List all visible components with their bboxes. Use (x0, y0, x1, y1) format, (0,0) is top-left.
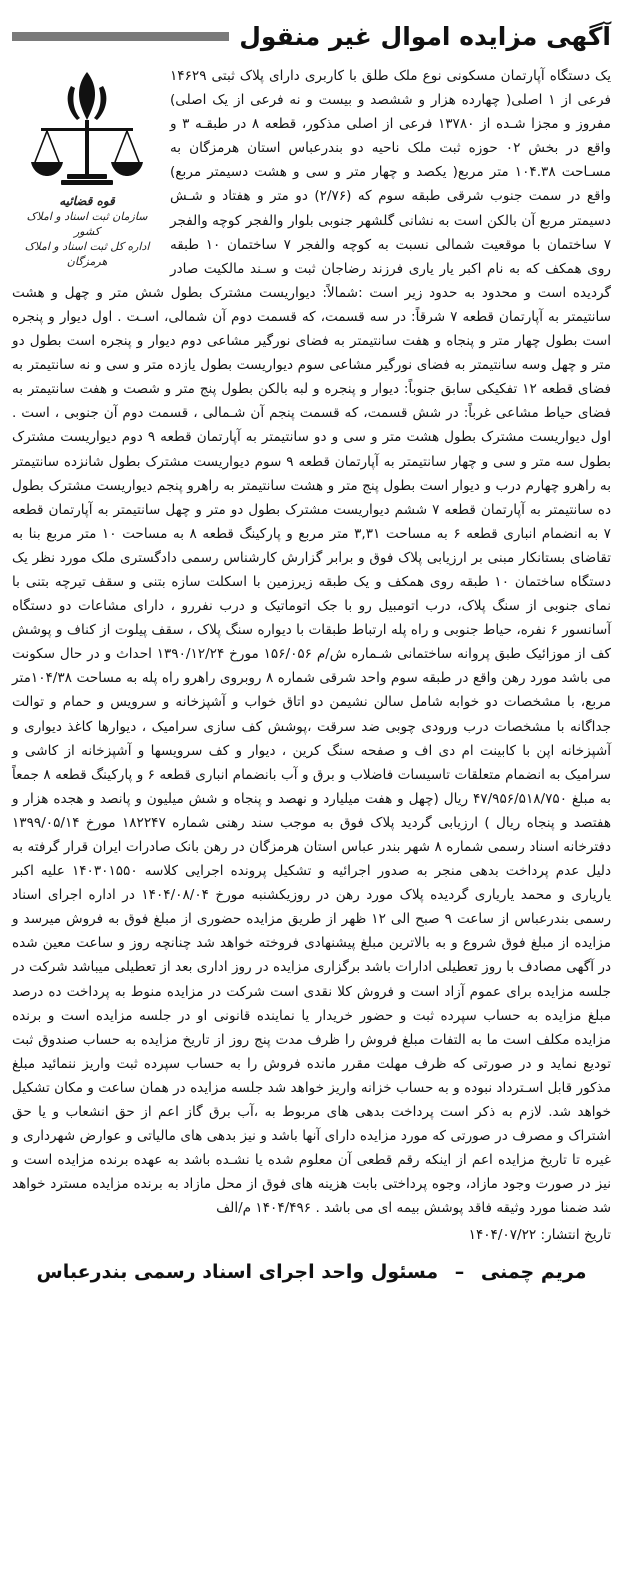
title-divider-bar (12, 32, 229, 41)
judiciary-label: قوه قضائیه (59, 194, 115, 208)
publish-date-value: ۱۴۰۴/۰۷/۲۲ (468, 1226, 537, 1243)
judiciary-emblem (12, 64, 162, 274)
notice-body-text: یک دستگاه آپارتمان مسکونی نوع ملک طلق با کاربری دارای پلاک ثبتی ۱۴۶۲۹ فرعی از ۱ اصلی( چهارده هزار و ششصد و بیست و نه فرعی از یک اصلی) مفروز و مجزا شـده از ۱۳۷۸۰ فرعی از اصلی مذکور، قطعه ۸ در طبقـه ۳ و واقع در بخش ۰۲ حوزه ثبت ملک ناحیه دو بندرعباس استان هرمزگان به مسـاحت ۱۰۴.۳۸ متر مربع( یکصد و چهار متر و سی و هشت دسیمتر مربع) واقع در سمت جنوب شرقی طبقه سوم که (۲/۷۶) دو متر و هفتاد و شـش دسیمتر مربع آن بالکن است به نشانی گلشهر جنوبی بلوار والفجر کوچه والفجر ۷ ساختمان با موقعیت شمالی نسبت به کوچه والفجر ۷ ساختمان ۱۰ طبقه روی همکف که به نام اکبر یار یاری فرزند رضاجان ثبت و سـند مالکیت صادر گردیده است و محدود به حدود زیر است :شمالاً: دیواریست مشترک بطول شش متر و چهل و هشت سانتیمتر به آپارتمان قطعه ۷ شرقاً: در سه قسمت، که قسمت دوم آن شمالی، اسـت . اول دیوار و پنجره است بطول چهار متر و پنجاه و هفت سانتیمتر به فضای نورگیر مشاعی دوم دیوار و پنجره است بطول دو متر و چهل وسه سانتیمتر به فضای نورگیر مشاعی سوم دیواریست بطول یازده متر و سی و نه سانتیمتر به فضای قطعه ۱۲ تفکیکی سابق جنوباً: دیوار و پنجره و لبه بالکن بطول پنج متر و شصت و هفت سانتیمتر به فضای حیاط مشاعی غرباً: در شش قسمت، که قسمت پنجم آن شـمالی ، قسمت دوم آن جنوبی ، است . اول دیواریست مشترک بطول هشت متر و سی و دو سانتیمتر به آپارتمان قطعه ۹ دوم دیواریست مشترک بطول سه متر و سی و چهار سانتیمتر به آپارتمان قطعه ۹ سوم دیواریست مشترک بطول شانزده سانتیمتر به راهرو چهارم درب و دیوار است بطول پنج متر و هشت سانتیمتر به راهرو پنجم دیواریست مشترک بطول ده سانتیمتر به آپارتمان قطعه ۷ ششم دیواریست مشترک بطول دو متر و چهل سانتیمتر به آپارتمان قطعه ۷ به انضمام انباری قطعه ۶ به مساحت ۳,۳۱ متر مربع و پارکینگ قطعه ۸ به مساحت ۱۰ متر مربع بنا به تقاضای بستانکار مبنی بر ارزیابی پلاک فوق و برابر گزارش کارشناس رسمی دادگستری ملک مورد نظر یک دستگاه ساختمان ۱۰ طبقه روی همکف و یک طبقه زیرزمین با اسکلت سازه بتنی و سقف تیرچه بتنی با نمای جنوبی از سنگ پلاک، درب اتومبیل رو با جک اتوماتیک و درب نفررو ، دارای مشاعات دو دستگاه آسانسور ۶ نفره، حیاط جنوبی و راه پله ارتباط طبقات با دیواره سنگ پلاک ، سقف پیلوت از کناف و پوشش کف از موزائیک طبق پروانه ساختمانی شـماره ش/م ۱۵۶/۰۵۶ مورخ ۱۳۹۰/۱۲/۲۴ احداث و در حال سکونت می باشد مورد رهن واقع در طبقه سوم واحد شرقی شماره ۸ روبروی راهرو راه پله به مساحت ۱۰۴/۳۸متر مربع، با مشخصات دو خوابه شامل سالن نشیمن دو اتاق خواب و آشپزخانه و سرویس و حمام و توالت جداگانه با مشخصات درب ورودی چوبی ضد سرقت ،پوشش کف سازی سرامیک ، دیوارها کاغذ دیواری و آشپزخانه اپن با کابینت ام دی اف و صفحه سنگ کرین ، دیوار و کف سرویسها و آشپزخانه از کاشی و سرامیک به انضمام متعلقات تاسیسات فاضلاب و برق و آب بانضمام انباری قطعه ۶ و پارکینگ قطعه ۸ جمعاً به مبلغ ۴۷/۹۵۶/۵۱۸/۷۵۰ ریال (چهل و هفت میلیارد و نهصد و پنجاه و شش میلیون و پانصد و هجده هزار و هفتصد و پنجاه ریال ) ارزیابی گردید پلاک فوق به موجب سند رهنی شماره ۱۸۲۲۴۷ مورخ ۱۳۹۹/۰۵/۱۴ دفترخانه اسناد رسمی شماره ۸ شهر بندر عباس استان هرمزگان در رهن بانک صادرات ایران قرار گرفته به دلیل عدم پرداخت بدهی منجر به صدور اجرائیه و تشکیل پرونده اجرایی کلاسه ۱۴۰۳۰۱۵۵۰ علیه اکبر یاریاری و محمد یاریاری گردیده پلاک مورد رهن در روزیکشنبه مورخ ۱۴۰۴/۰۸/۰۴ در اداره اجرای اسناد رسمی بندرعباس از ساعت ۹ صبح الی ۱۲ ظهر از طریق مزایده حضوری از مبلغ فوق به فروش میرسد و مزایده از مبلغ فوق شروع و به بالاترین مبلغ پیشنهادی فروخته خواهد شد چنانچه روز و ساعت معین شده در آگهی مصادف با روز تعطیلی ادارات باشد برگزاری مزایده در روز اداری بعد از تعطیلی میباشد شرکت در جلسه مزایده برای عموم آزاد است و فروش کلا نقدی است شرکت در مزایده منوط به پرداخت ده درصد مبلغ مزایده به حساب سپرده ثبت و حضور خریدار یا نماینده قانونی او در جلسه مزایده است و برنده مزایده مکلف است ما به التفات مبلغ فروش را ظرف مدت پنج روز از تاریخ مزایده به حساب صندوق ثبت تودیع نماید و در صورتی که ظرف مهلت مقرر مانده فروش را به حساب سپرده ثبت واریز ننمائید مبلغ مذکور قابل اسـترداد نبوده و به حساب خزانه واریز خواهد شد جلسه مزایده در همان ساعت و مکان تشکیل خواهد شد. لازم به ذکر است پرداخت بدهی های مربوط به ،آب برق گاز اعم از حق انشعاب و یا حق اشتراک و مصرف در صورتی که مورد مزایده دارای آنها باشد و نیز بدهی های مالیاتی و عوارض شهرداری و غیره تا تاریخ مزایده اعم از اینکه رقم قطعی آن معلوم شده یا نشـده باشد به عهده برنده مزایده است و نیز در صورت وجود مازاد، وجوه پرداختی بابت هزینه های فوق از محل مازاد به برنده مزایده مسترد خواهد شد ضمنا مورد وثیقه فاقد پوشش بیمه ای می باشد . ۱۴۰۴/۴۹۶ م/الف (12, 68, 612, 1217)
signature-separator: – (454, 1260, 465, 1283)
provincial-office-name: اداره کل ثبت اسناد و املاک هرمزگان (24, 240, 150, 268)
signatory-role: مسئول واحد اجرای اسناد رسمی بندرعباس (36, 1260, 439, 1283)
publish-date-line (12, 1223, 611, 1247)
registration-org-name: سازمان ثبت اسناد و املاک کشور (26, 210, 148, 238)
notice-title: آگهی مزایده اموال غیر منقول (239, 21, 611, 51)
judiciary-scales-emblem-icon (27, 64, 147, 194)
signatory-name: مریم چمنی (480, 1260, 587, 1283)
notice-header (12, 14, 611, 58)
publish-date-label: تاریخ انتشار: (540, 1226, 611, 1243)
signature-line (12, 1261, 611, 1283)
